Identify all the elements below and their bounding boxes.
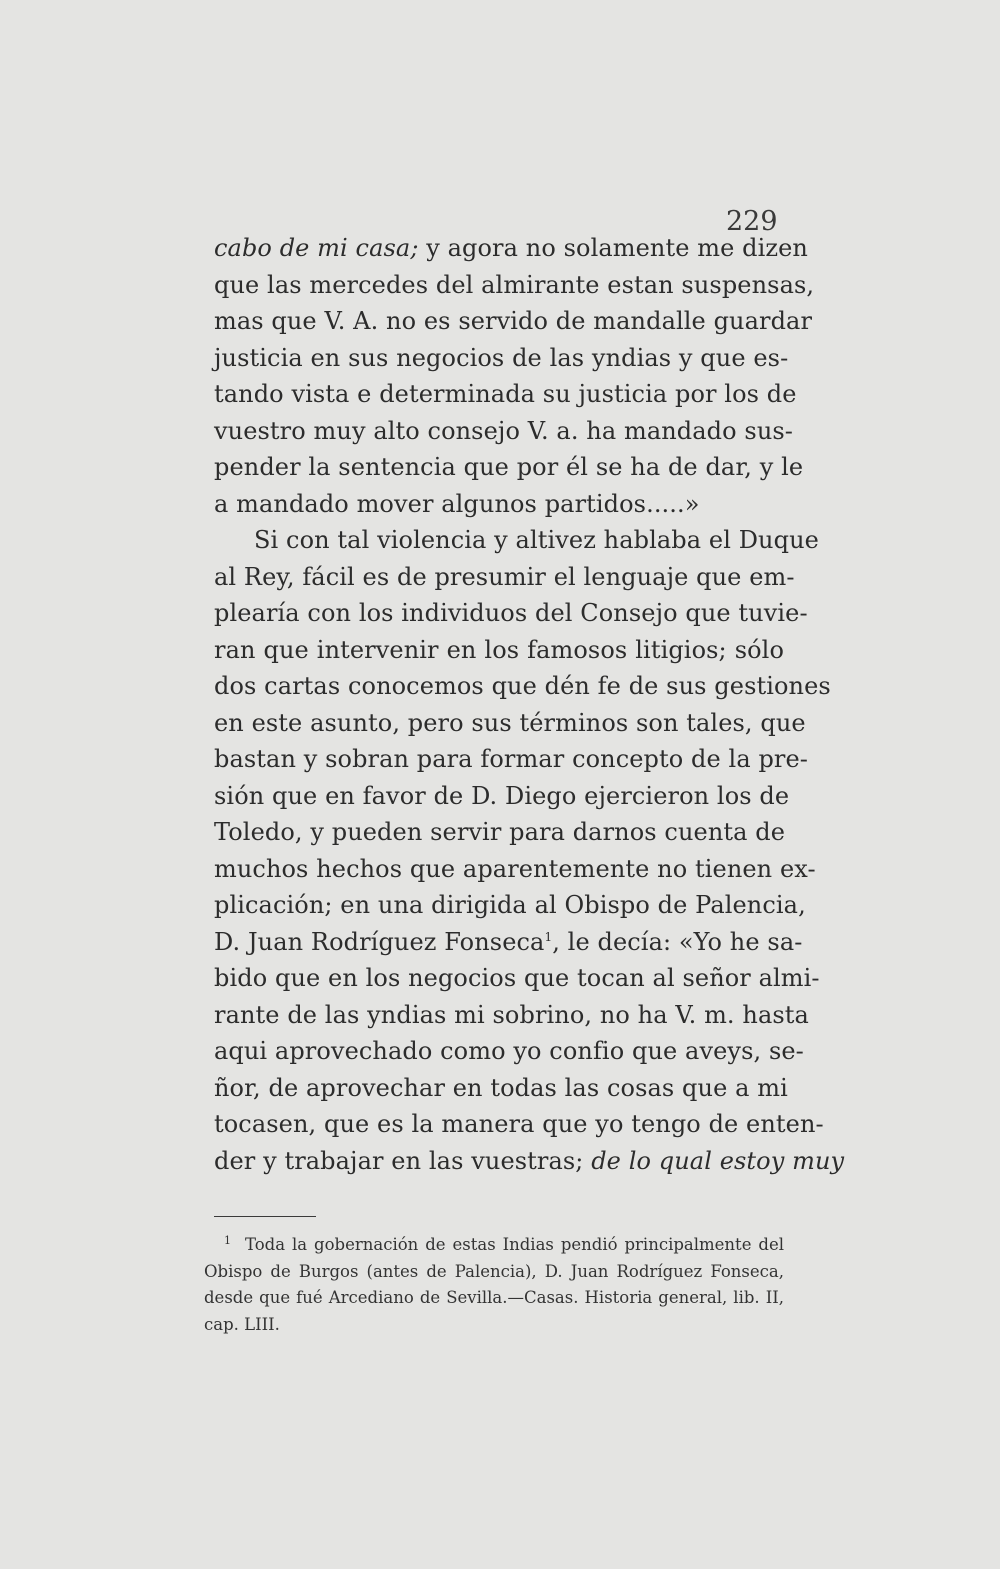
text-segment: tocasen, que es la manera que yo tengo de enten- bbox=[214, 1110, 824, 1138]
text-line bbox=[214, 887, 806, 924]
text-line bbox=[214, 632, 784, 669]
text-segment: tando vista e determinada su justicia por los de bbox=[214, 380, 797, 408]
text-segment: mas que V. A. no es servido de mandalle guardar bbox=[214, 307, 813, 335]
footnote bbox=[204, 1232, 784, 1338]
text-line bbox=[214, 1106, 824, 1143]
text-line bbox=[214, 741, 809, 778]
text-segment: vuestro muy alto consejo V. a. ha mandado sus- bbox=[214, 416, 794, 445]
text-line bbox=[214, 997, 809, 1034]
text-segment: sión que en favor de D. Diego ejercieron los de bbox=[214, 781, 790, 810]
text-line bbox=[214, 1070, 788, 1107]
text-segment: que las mercedes del almirante estan suspensas, bbox=[214, 270, 815, 299]
footnote-text: Toda la gobernación de estas Indias pendió principalmente del bbox=[245, 1235, 784, 1254]
italic-text: de lo qual estoy muy bbox=[591, 1146, 845, 1175]
text-segment: ñor, de aprovechar en todas las cosas que a mi bbox=[214, 1073, 788, 1102]
text-segment: , le decía: «Yo he sa- bbox=[552, 927, 803, 956]
text-segment: Si con tal violencia y altivez hablaba el Duque bbox=[254, 526, 819, 554]
text-line bbox=[214, 486, 784, 523]
footnote-line: desde que fué Arcediano de Sevilla.—Casas. Historia general, lib. II, bbox=[204, 1288, 784, 1307]
footnote-marker: 1 bbox=[224, 1233, 231, 1247]
text-line bbox=[214, 960, 820, 997]
text-line bbox=[214, 340, 789, 377]
text-line bbox=[214, 230, 808, 267]
text-line bbox=[214, 303, 813, 340]
text-line bbox=[214, 1033, 804, 1070]
text-line bbox=[214, 559, 795, 596]
text-line bbox=[214, 595, 808, 632]
text-line bbox=[214, 449, 804, 486]
text-segment: y agora no solamente me dizen bbox=[418, 234, 808, 262]
text-segment: der y trabajar en las vuestras; bbox=[214, 1146, 592, 1175]
text-line bbox=[214, 267, 815, 304]
text-segment: dos cartas conocemos que dén fe de sus gestiones bbox=[214, 672, 831, 700]
text-segment: pender la sentencia que por él se ha de dar, y le bbox=[214, 453, 804, 481]
text-line bbox=[214, 814, 784, 851]
text-segment: ran que intervenir en los famosos litigios; sólo bbox=[214, 635, 784, 664]
footnote-line: Obispo de Burgos (antes de Palencia), D. Juan Rodríguez Fonseca, bbox=[204, 1261, 784, 1281]
text-segment: justicia en sus negocios de las yndias y que es- bbox=[214, 343, 789, 372]
footnote-separator bbox=[214, 1216, 316, 1217]
text-segment: plicación; en una dirigida al Obispo de Palencia, bbox=[214, 891, 806, 919]
text-line bbox=[214, 668, 831, 705]
text-line bbox=[214, 851, 816, 888]
text-line bbox=[214, 705, 806, 742]
text-segment: D. Juan Rodríguez Fonseca bbox=[214, 927, 545, 956]
text-segment: muchos hechos que aparentemente no tienen ex- bbox=[214, 854, 816, 883]
footnote-reference: 1 bbox=[544, 929, 553, 944]
italic-text: cabo de mi casa; bbox=[214, 234, 419, 262]
text-line bbox=[214, 778, 790, 815]
text-segment: plearía con los individuos del Consejo que tuvie- bbox=[214, 599, 808, 627]
text-line bbox=[214, 376, 797, 413]
text-segment: Toledo, y pueden servir para darnos cuenta de bbox=[214, 818, 786, 846]
footnote-line bbox=[204, 1232, 784, 1259]
footnote-line: cap. LIII. bbox=[204, 1314, 280, 1334]
text-segment: aqui aprovechado como yo confio que aveys, se- bbox=[214, 1037, 804, 1065]
text-line bbox=[214, 522, 819, 559]
body-text bbox=[214, 230, 845, 1179]
text-line bbox=[214, 413, 794, 450]
text-segment: bido que en los negocios que tocan al señor almi- bbox=[214, 964, 820, 992]
text-line bbox=[214, 1143, 845, 1180]
text-segment: a mandado mover algunos partidos.....» bbox=[214, 489, 700, 518]
text-segment: al Rey, fácil es de presumir el lenguaje que em- bbox=[214, 562, 795, 591]
text-segment: rante de las yndias mi sobrino, no ha V. m. hasta bbox=[214, 1000, 809, 1029]
text-segment: bastan y sobran para formar concepto de la pre- bbox=[214, 745, 809, 773]
page-number: 229 bbox=[726, 206, 778, 237]
text-segment: en este asunto, pero sus términos son tales, que bbox=[214, 708, 806, 737]
text-line bbox=[214, 924, 803, 961]
